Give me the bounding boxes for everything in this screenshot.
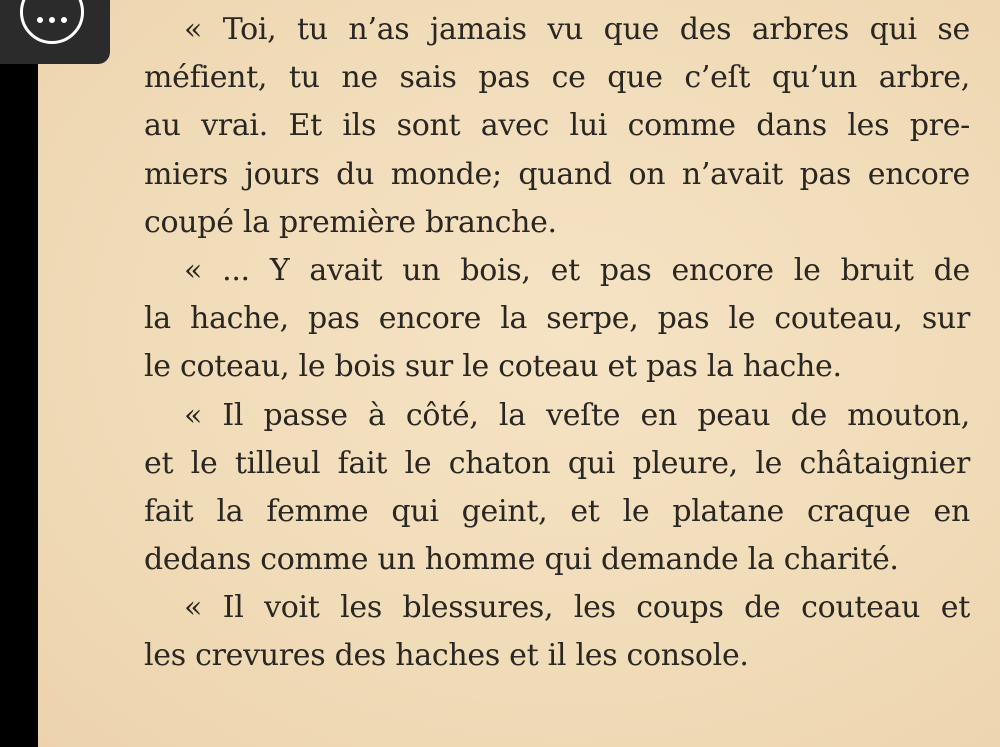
text-line: miers jours du monde; quand on n’avait pas encore [144,156,970,192]
dot [61,17,67,23]
text-line: au vrai. Et ils sont avec lui comme dans les pre- [144,108,970,144]
text-line: fait la femme qui geint, et le platane craque en [144,493,970,529]
text-line: méfient, tu ne sais pas ce que c’eſt qu’un arbre, [144,60,970,96]
more-options-button[interactable] [20,0,84,44]
text-line: « Il passe à côté, la veſte en peau de mouton, [184,397,970,433]
text-line: coupé la première branche. [144,204,557,240]
menu-tab [0,0,110,64]
text-line: les crevures des haches et il les console. [144,638,749,674]
dot [37,17,43,23]
page-text [144,6,970,681]
dot [49,17,55,23]
more-horizontal-icon [37,17,67,23]
text-line: « ... Y avait un bois, et pas encore le bruit de [184,252,970,288]
text-line: le coteau, le bois sur le coteau et pas la hache. [144,349,842,385]
text-line: la hache, pas encore la serpe, pas le couteau, sur [144,301,970,337]
text-line: dedans comme un homme qui demande la charité. [144,542,899,578]
text-line: « Toi, tu n’as jamais vu que des arbres qui se [184,12,970,47]
text-line: « Il voit les blessures, les coups de couteau et [184,590,970,626]
text-line: et le tilleul fait le chaton qui pleure, le châtaignier [144,445,970,481]
book-page [38,0,1000,747]
